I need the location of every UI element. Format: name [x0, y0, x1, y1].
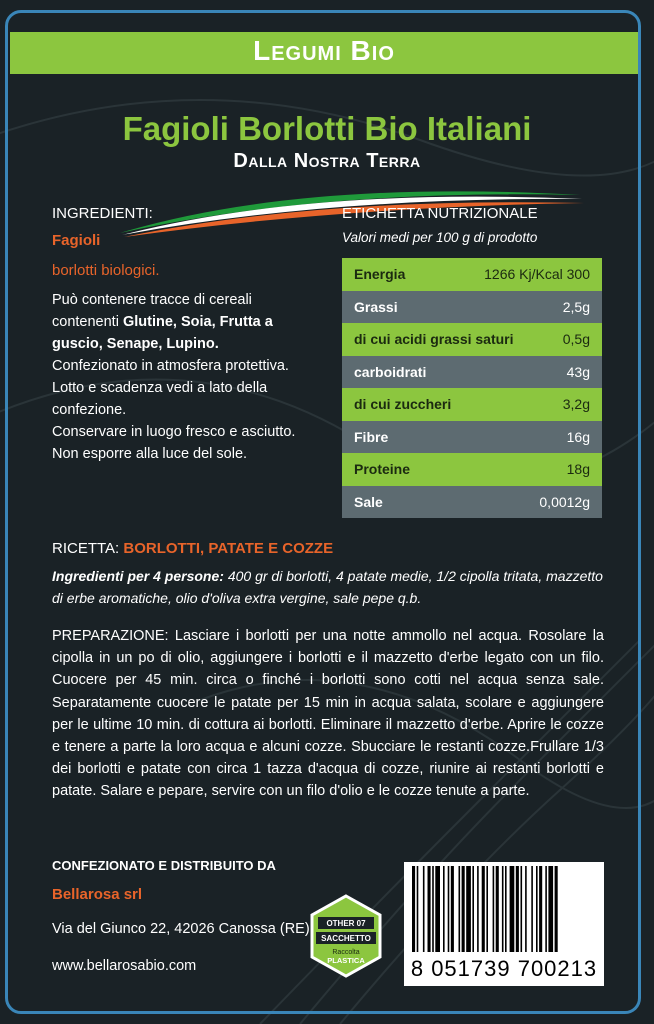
ingredient-main-detail: borlotti biologici.: [52, 262, 160, 279]
barcode: [404, 862, 604, 986]
nutrition-row: Grassi 2,5g: [342, 291, 602, 324]
svg-text:Raccolta: Raccolta: [332, 949, 360, 956]
category-title: Legumi Bio: [253, 35, 395, 66]
recipe-name: BORLOTTI, PATATE E COZZE: [123, 540, 334, 557]
nutrition-table: [342, 258, 602, 518]
category-band: [10, 32, 638, 74]
svg-text:OTHER 07: OTHER 07: [326, 919, 366, 928]
lot-note: Lotto e scadenza vedi a lato della confezione.: [52, 380, 268, 418]
nutrition-row: Proteine 18g: [342, 453, 602, 486]
product-title: Fagioli Borlotti Bio Italiani: [122, 110, 532, 147]
barcode-bars: [408, 866, 600, 954]
nutrition-row: Sale 0,0012g: [342, 486, 602, 519]
svg-text:SACCHETTO: SACCHETTO: [321, 934, 371, 943]
svg-text:PLASTICA: PLASTICA: [327, 956, 365, 965]
nutrition-heading: ETICHETTA NUTRIZIONALE: [342, 205, 538, 222]
allergen-warning: Può contenere tracce di cereali contenenti Glutine, Soia, Frutta a guscio, Senape, Lupino.: [52, 292, 273, 352]
nutrition-row: di cui zuccheri 3,2g: [342, 388, 602, 421]
nutrition-subheading: Valori medi per 100 g di prodotto: [342, 230, 538, 245]
recycling-icon: [308, 893, 384, 979]
ingredient-main: Fagioli: [52, 232, 101, 249]
nutrition-row: di cui acidi grassi saturi 0,5g: [342, 323, 602, 356]
packaging-note: Confezionato in atmosfera protettiva.: [52, 358, 289, 374]
sun-note: Non esporre alla luce del sole.: [52, 446, 248, 462]
recipe-ingredients: Ingredienti per 4 persone: 400 gr di borlotti, 4 patate medie, 1/2 cipolla tritata, mazzetto di erbe aromatiche, olio d'oliva extra vergine, sale pepe q.b.: [52, 568, 603, 606]
ingredients-notes: [52, 289, 302, 465]
nutrition-row: carboidrati 43g: [342, 356, 602, 389]
recipe-heading: RICETTA: BORLOTTI, PATATE E COZZE: [52, 540, 334, 557]
company-address: Via del Giunco 22, 42026 Canossa (RE): [52, 921, 310, 937]
company-website: www.bellarosabio.com: [52, 958, 197, 974]
company-name: Bellarosa srl: [52, 886, 143, 903]
nutrition-row: Energia 1266 Kj/Kcal 300: [342, 258, 602, 291]
packaged-by-label: CONFEZIONATO E DISTRIBUITO DA: [52, 858, 276, 873]
ingredients-heading: INGREDIENTI:: [52, 205, 153, 222]
product-subtitle: Dalla Nostra Terra: [233, 150, 421, 172]
recipe-preparation: PREPARAZIONE: Lasciare i borlotti per una notte ammollo nel acqua. Rosolare la cipolla in un po di olio, aggiungere i borlotti e il mazzetto d'erbe legato con un filo. Cuocere per 45 min. circa o finché i borlotti sono cotti nel acqua senza sale. Separatamente cuocere le patate per 15 min in acqua salata, scolare e aggiungere per le ultime 10 min. di cottura ai borlotti. Eliminare il mazzetto d'erbe. Aprire le cozze e tenere a parte la loro acqua e alcuni cozze. Sbucciare le restanti cozze.Frullare 1/3 dei borlotti e patate con circa 1 tazza d'acqua di cozze, riunire ai restanti borlotti e patate. Salare e pepare, servire con un filo d'olio e le cozze tenute a parte.: [52, 628, 604, 800]
storage-note: Conservare in luogo fresco e asciutto.: [52, 424, 296, 440]
barcode-number: 8 051739 700213: [410, 956, 598, 981]
nutrition-row: Fibre 16g: [342, 421, 602, 454]
